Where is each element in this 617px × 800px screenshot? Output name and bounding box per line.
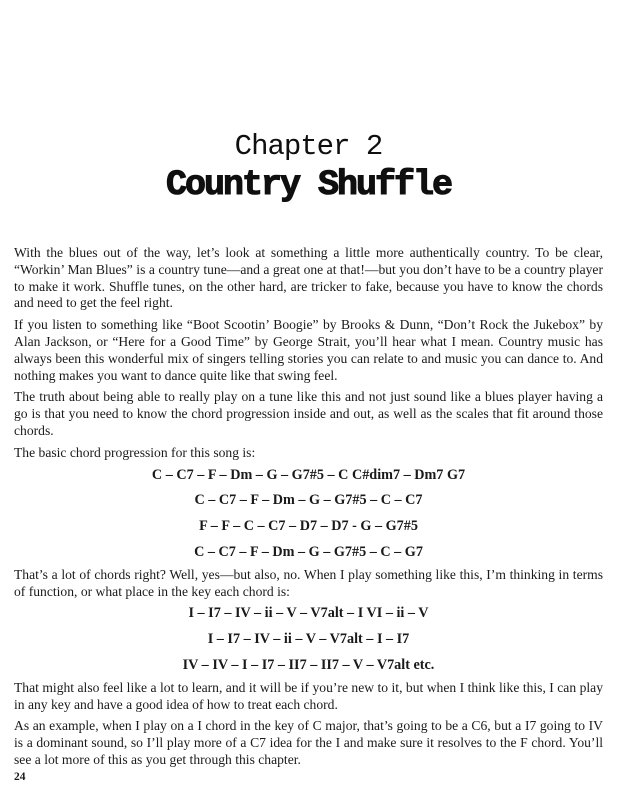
function-line-3: IV – IV – I – I7 – II7 – II7 – V – V7alt etc. xyxy=(182,656,435,673)
page-number: 24 xyxy=(14,771,26,783)
paragraph-example-c-major: As an example, when I play on a I chord in the key of C major, that’s going to be a C6, but a I7 going to IV is a dominant sound, so I’ll play more of a C7 idea for the I and make sure it resolves to the F chord. You’ll see a lot more of this as you get through this chapter. xyxy=(14,718,603,767)
paragraph-truth-about-playing: The truth about being able to really play on a tune like this and not just sound like a blues player having a go is that you need to know the chord progression inside and out, as well as the scales that fit around those chords. xyxy=(14,389,603,438)
paragraph-intro: With the blues out of the way, let’s look at something a little more authentically country. To be clear, “Workin’ Man Blues” is a country tune—and a great one at that!—but you don’t have to be a country player to make it work. Shuffle tunes, on the other hard, are tricker to fake, because you have to know the chords and need to get the feel right. xyxy=(14,245,603,311)
paragraph-lot-of-chords: That’s a lot of chords right? Well, yes—but also, no. When I play something like this, I’m thinking in terms of function, or what place in the key each chord is: xyxy=(14,566,603,599)
chapter-title: Country Shuffle xyxy=(165,165,452,205)
function-line-2: I – I7 – IV – ii – V – V7alt – I – I7 xyxy=(207,631,410,648)
chord-line-4: C – C7 – F – Dm – G – G7#5 – C – G7 xyxy=(194,543,423,560)
paragraph-feel-like-a-lot: That might also feel like a lot to learn, and it will be if you’re new to it, but when I think like this, I can play in any key and have a good idea of how to treat each chord. xyxy=(14,679,603,712)
chord-progression-block xyxy=(14,467,603,561)
chord-line-3: F – F – C – C7 – D7 – D7 - G – G7#5 xyxy=(199,518,418,535)
paragraph-song-examples: If you listen to something like “Boot Scootin’ Boogie” by Brooks & Dunn, “Don’t Rock the Jukebox” by Alan Jackson, or “Here for a Good Time” by George Strait, you’ll hear what I mean. Country music has always been this wonderful mix of singers telling stories you can relate to and music you can dance to. And nothing makes you want to dance quite like that swing feel. xyxy=(14,317,603,383)
function-line-1: I – I7 – IV – ii – V – V7alt – I VI – ii – V xyxy=(188,605,429,622)
page-body xyxy=(14,245,603,769)
chapter-number: Chapter 2 xyxy=(234,130,383,163)
chord-line-1: C – C7 – F – Dm – G – G7#5 – C C#dim7 – Dm7 G7 xyxy=(151,466,466,483)
paragraph-chord-progression-intro: The basic chord progression for this song is: xyxy=(14,444,256,460)
chapter-heading xyxy=(0,0,617,207)
function-progression-block xyxy=(14,605,603,673)
chord-line-2: C – C7 – F – Dm – G – G7#5 – C – C7 xyxy=(194,492,423,509)
